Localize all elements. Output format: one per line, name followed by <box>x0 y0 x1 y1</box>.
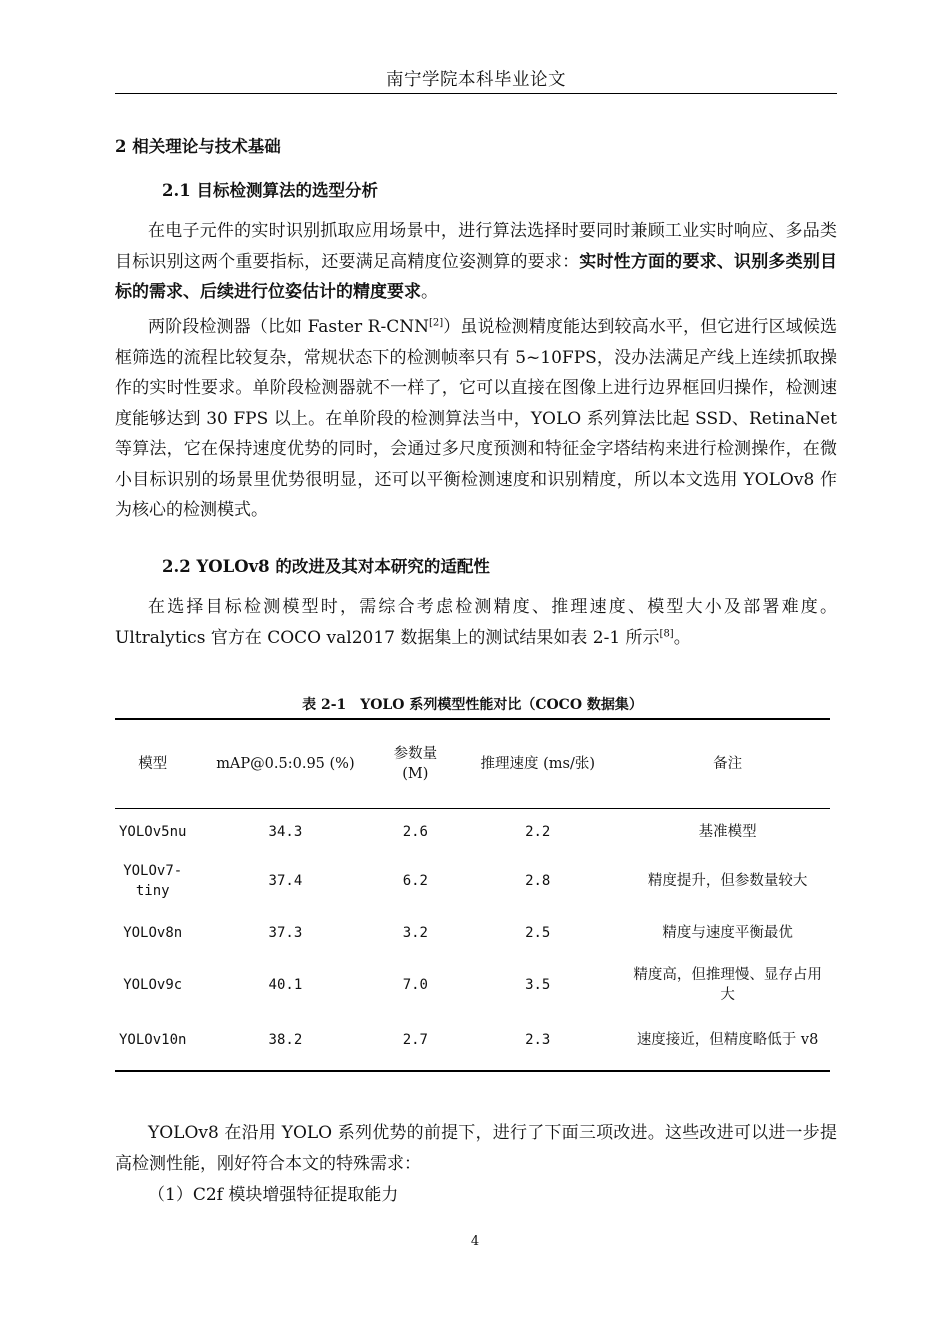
cell-map: 34.3 <box>268 823 303 840</box>
cell-map: 37.3 <box>268 924 303 941</box>
table-row <box>115 959 830 1011</box>
header-map: mAP@0.5:0.95 (%) <box>216 756 355 772</box>
cell-params: 2.7 <box>402 1032 428 1048</box>
header-params: 参数量 (M) <box>393 746 438 782</box>
paragraph-4: YOLOv8 在沿用 YOLO 系列优势的前提下，进行了下面三项改进。这些改进可以进一步提高检测性能，刚好符合本文的特殊需求： <box>115 1123 837 1174</box>
section-title: 2 相关理论与技术基础 <box>115 137 281 156</box>
paragraph-3-part-b: 。 <box>673 627 691 648</box>
paragraph-2-part-a: 两阶段检测器（比如 Faster R-CNN <box>148 317 429 337</box>
header-model: 模型 <box>138 756 168 772</box>
table-header-row <box>115 719 830 809</box>
paragraph-2-part-b: ）虽说检测精度能达到较高水平，但它进行区域候选框筛选的流程比较复杂，常规状态下的检测帧率只有 5~10FPS，没办法满足产线上连续抓取操作的实时性要求。单阶段检测器就不一样了，它可以直接在图像上进行边界框回归操作，检测速度能够达到 30 FPS 以上。在单阶段的检测算法当中，YOLO 系列算法比起 SSD、RetinaNet 等算法，它在保持速度优势的同时，会通过多尺度预测和特征金字塔结构来进行检测操作，在微小目标识别的场景里优势很明显，还可以平衡检测速度和识别精度，所以本文选用 YOLOv8 作为核心的检测模式。 <box>115 317 837 520</box>
paragraph-1-text: 在电子元件的实时识别抓取应用场景中，进行算法选择时要同时兼顾工业实时响应、多品类目标识别这两个重要指标，还要满足高精度位姿测算的要求： <box>115 221 837 272</box>
cell-notes: 速度接近，但精度略低于 v8 <box>636 1032 819 1048</box>
running-header: 南宁学院本科毕业论文 <box>386 70 566 90</box>
header-rule <box>115 93 837 94</box>
cell-speed: 2.8 <box>525 872 551 889</box>
cell-speed: 2.2 <box>525 823 551 840</box>
cell-map: 40.1 <box>268 976 303 993</box>
cell-model: YOLOv10n <box>119 1032 187 1048</box>
paragraph-2 <box>115 312 837 526</box>
list-item-1: （1）C2f 模块增强特征提取能力 <box>148 1185 399 1205</box>
table-caption: 表 2-1 YOLO 系列模型性能对比（COCO 数据集） <box>302 697 643 713</box>
cell-model: YOLOv5nu <box>119 823 187 840</box>
citation-8: [8] <box>659 627 674 639</box>
paragraph-1-end: 。 <box>421 282 438 302</box>
subsection-title-2-1: 2.1 目标检测算法的选型分析 <box>162 181 378 200</box>
cell-params: 2.6 <box>402 823 428 840</box>
cell-map: 37.4 <box>268 872 303 889</box>
yolo-comparison-table <box>115 718 830 1072</box>
cell-params: 3.2 <box>402 924 428 941</box>
header-notes: 备注 <box>713 756 743 772</box>
table-row <box>115 907 830 959</box>
cell-model: YOLOv9c <box>123 976 183 993</box>
cell-speed: 2.5 <box>525 924 551 941</box>
subsection-title-2-2: 2.2 YOLOv8 的改进及其对本研究的适配性 <box>162 557 490 576</box>
table-row <box>115 809 830 855</box>
citation-2: [2] <box>428 317 444 329</box>
cell-notes: 精度高，但推理慢、显存占用大 <box>633 966 822 1003</box>
cell-notes: 精度与速度平衡最优 <box>662 924 793 941</box>
paragraph-3 <box>115 592 837 653</box>
cell-map: 38.2 <box>268 1032 303 1048</box>
cell-model: YOLOv8n <box>123 924 183 941</box>
paragraph-1 <box>115 216 837 308</box>
cell-notes: 基准模型 <box>698 823 757 840</box>
cell-notes: 精度提升，但参数量较大 <box>647 872 808 889</box>
cell-model: YOLOv7-tiny <box>123 862 183 899</box>
table-row <box>115 1011 830 1071</box>
cell-speed: 2.3 <box>525 1032 551 1048</box>
page-number: 4 <box>470 1234 480 1249</box>
header-speed: 推理速度 (ms/张) <box>480 756 595 772</box>
cell-params: 7.0 <box>402 976 428 993</box>
cell-speed: 3.5 <box>525 976 551 993</box>
table-row <box>115 855 830 907</box>
paragraph-1-bold: 实时性方面的要求、识别多类别目标的需求、后续进行位姿估计的精度要求 <box>115 251 838 302</box>
cell-params: 6.2 <box>402 872 428 889</box>
paragraph-3-part-a: 在选择目标检测模型时，需综合考虑检测精度、推理速度、模型大小及部署难度。Ultralytics 官方在 COCO val2017 数据集上的测试结果如表 2-1 所示 <box>115 597 837 648</box>
